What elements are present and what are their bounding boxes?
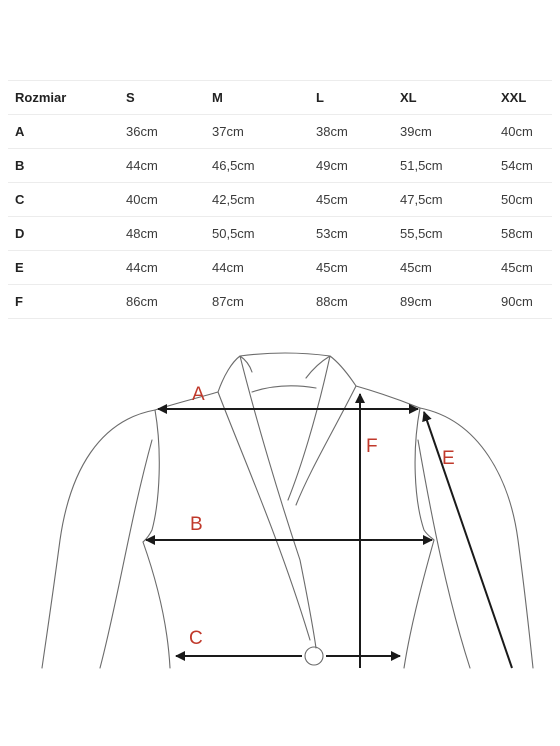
left-shoulder	[155, 392, 218, 410]
table-cell: 90cm	[494, 285, 552, 319]
table-cell: 86cm	[119, 285, 205, 319]
row-label: C	[8, 183, 119, 217]
size-table	[8, 80, 552, 319]
table-row	[8, 149, 552, 183]
left-armhole	[143, 410, 159, 542]
table-cell: 50,5cm	[205, 217, 309, 251]
row-label: B	[8, 149, 119, 183]
left-side	[143, 542, 170, 668]
label-f: F	[366, 436, 378, 457]
table-cell: 53cm	[309, 217, 393, 251]
row-label: F	[8, 285, 119, 319]
table-cell: 88cm	[309, 285, 393, 319]
table-cell: 42,5cm	[205, 183, 309, 217]
table-cell: 40cm	[119, 183, 205, 217]
jacket-outline	[42, 353, 533, 668]
header-l: L	[309, 81, 393, 115]
table-header-row	[8, 81, 552, 115]
header-m: M	[205, 81, 309, 115]
jacket-measurement-diagram	[0, 340, 560, 746]
collar-back	[252, 386, 316, 392]
lapel-left-inner	[240, 356, 316, 648]
table-row	[8, 217, 552, 251]
table-row	[8, 183, 552, 217]
table-cell: 44cm	[119, 149, 205, 183]
table-cell: 45cm	[309, 183, 393, 217]
left-sleeve-inner	[100, 440, 152, 668]
table-cell: 46,5cm	[205, 149, 309, 183]
table-cell: 51,5cm	[393, 149, 494, 183]
header-xl: XL	[393, 81, 494, 115]
lapel-right-edge	[296, 386, 356, 505]
label-b: B	[190, 514, 203, 535]
table-cell: 48cm	[119, 217, 205, 251]
table-cell: 45cm	[494, 251, 552, 285]
label-e: E	[442, 448, 455, 469]
button	[305, 647, 323, 665]
table-cell: 47,5cm	[393, 183, 494, 217]
table-cell: 45cm	[393, 251, 494, 285]
table-cell: 44cm	[119, 251, 205, 285]
table-row	[8, 285, 552, 319]
right-side	[404, 540, 434, 668]
table-cell: 54cm	[494, 149, 552, 183]
header-xxl: XXL	[494, 81, 552, 115]
label-a: A	[192, 384, 205, 405]
table-cell: 45cm	[309, 251, 393, 285]
row-label: E	[8, 251, 119, 285]
row-label: A	[8, 115, 119, 149]
header-size: Rozmiar	[8, 81, 119, 115]
table-row	[8, 115, 552, 149]
table-cell: 39cm	[393, 115, 494, 149]
left-sleeve-outer	[42, 410, 155, 668]
table-cell: 37cm	[205, 115, 309, 149]
table-cell: 89cm	[393, 285, 494, 319]
table-cell: 58cm	[494, 217, 552, 251]
label-c: C	[189, 628, 203, 649]
table-cell: 40cm	[494, 115, 552, 149]
table-cell: 49cm	[309, 149, 393, 183]
table-cell: 87cm	[205, 285, 309, 319]
table-cell: 38cm	[309, 115, 393, 149]
right-shoulder	[356, 386, 420, 408]
lapel-right-outer	[288, 356, 330, 500]
lapel-left-outer	[218, 392, 310, 640]
table-cell: 36cm	[119, 115, 205, 149]
collar-right	[306, 356, 356, 386]
table-row	[8, 251, 552, 285]
header-s: S	[119, 81, 205, 115]
row-label: D	[8, 217, 119, 251]
collar-left	[218, 356, 252, 392]
right-sleeve-inner	[418, 440, 470, 668]
table-cell: 44cm	[205, 251, 309, 285]
collar-top	[240, 353, 330, 356]
table-cell: 55,5cm	[393, 217, 494, 251]
table-cell: 50cm	[494, 183, 552, 217]
